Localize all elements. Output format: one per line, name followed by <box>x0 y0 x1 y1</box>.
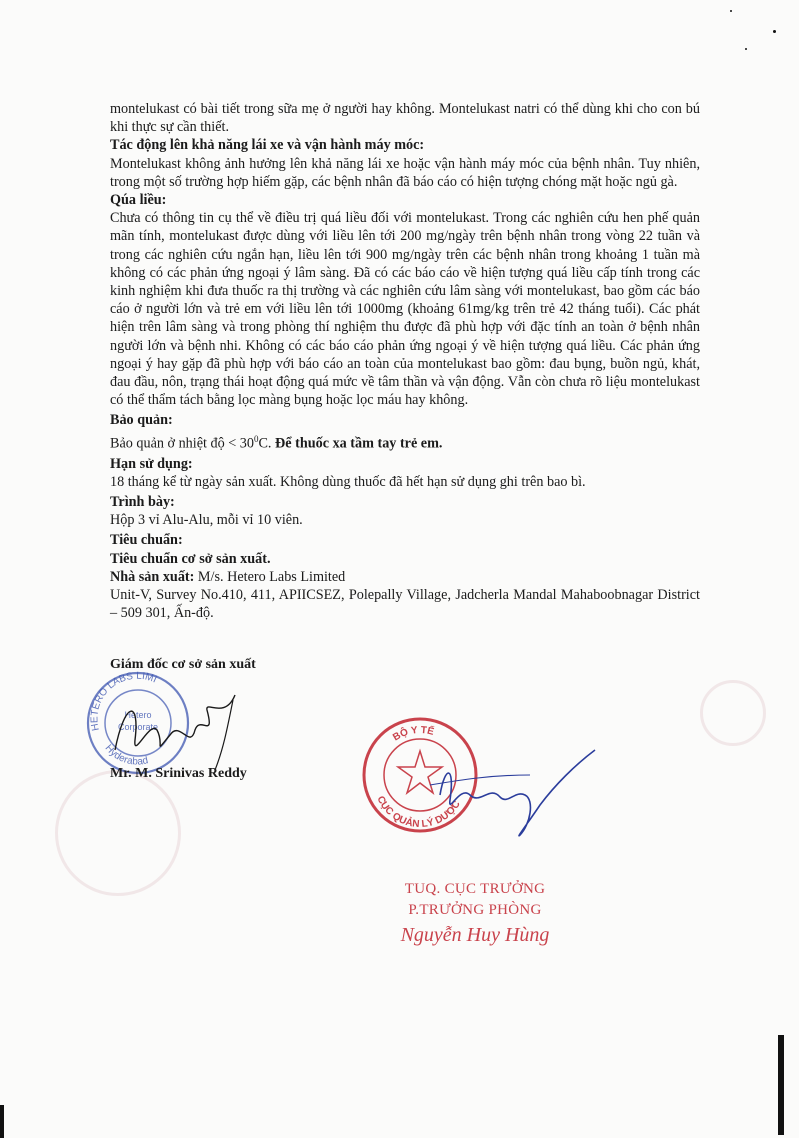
manufacturer-address: Unit-V, Survey No.410, 411, APIICSEZ, Polepally Village, Jadcherla Mandal Mahaboobnagar District – 509 301, Ấn-độ. <box>110 587 700 622</box>
authority-signer-name: Nguyễn Huy Hùng <box>400 924 550 946</box>
scan-dot-3 <box>730 10 732 12</box>
faint-stamp-ghost-left <box>55 770 181 896</box>
paragraph-driving: Montelukast không ảnh hưởng lên khả năng lái xe hoặc vận hành máy móc của bệnh nhân. Tuy nhiên, trong một số trường hợp hiếm gặp, các bệnh nhân đã báo cáo có hiện tượng chóng mặt hoặc ngủ gà. <box>110 155 700 190</box>
heading-storage: Bảo quản: <box>110 412 173 429</box>
scan-edge-mark-left <box>0 1105 4 1138</box>
signer-name: Mr. M. Srinivas Reddy <box>110 766 247 781</box>
scan-dot-1 <box>773 30 776 33</box>
svg-text:Corporate: Corporate <box>117 722 159 732</box>
storage-degree: 0 <box>253 433 259 444</box>
paragraph-standard: Tiêu chuẩn cơ sở sản xuất. <box>110 550 271 567</box>
heading-standard: Tiêu chuẩn: <box>110 532 183 549</box>
svg-text:HETERO LABS LIMI: HETERO LABS LIMI <box>89 670 159 732</box>
faint-stamp-ghost-right <box>700 680 766 746</box>
manufacturer-name: M/s. Hetero Labs Limited <box>194 568 346 585</box>
heading-expiry: Hạn sử dụng: <box>110 455 193 472</box>
storage-unit: C. <box>258 435 276 452</box>
authority-signature-icon <box>420 745 600 845</box>
paragraph-overdose: Chưa có thông tin cụ thể về điều trị quá liều đối với montelukast. Trong các nghiên cứu hen phế quản mãn tính, montelukast được dùng với liều lên tới 200 mg/ngày trên bệnh nhân trong vòng 22 tuần và trong các nghiên cứu ngắn hạn, liều lên tới 900 mg/ngày trên các bệnh nhân trong khoảng 1 tuần mà không có các phản ứng ngoại ý lâm sàng. Đã có các báo cáo về hiện tượng quá liều cấp tính trong các kinh nghiệm khi đưa thuốc ra thị trường và các nghiên cứu lâm sàng với montelukast, bao gồm các báo cáo ở người lớn và trẻ em với liều lên tới 1000mg (khoảng 61mg/kg trên trẻ 42 tháng tuổi). Các phát hiện trên lâm sàng và trong phòng thí nghiệm thu được đã phù hợp với đặc tính an toàn ở bệnh nhân người lớn và bệnh nhi. Không có các báo cáo phản ứng ngoại ý về hiện tượng quá liều. Các phản ứng ngoại ý hay gặp đã phù hợp với báo cáo an toàn của montelukast bao gồm: đau bụng, buồn ngủ, khát, đau đầu, nôn, trạng thái hoạt động quá mức về tâm thần và vận động. Vẫn còn chưa rõ liệu montelukast có thể thẩm tách bằng lọc màng bụng hoặc lọc máu hay không. <box>110 210 700 409</box>
signer-signature-icon <box>95 690 245 775</box>
authority-line-1: TUQ. CỤC TRƯỞNG <box>404 881 546 897</box>
paragraph-manufacturer <box>110 568 700 586</box>
heading-packaging: Trình bày: <box>110 494 175 510</box>
svg-text:Hyderabad: Hyderabad <box>102 742 150 768</box>
signer-title: Giám đốc cơ sở sản xuất <box>110 657 256 672</box>
storage-text: Bảo quản ở nhiệt độ < 30 <box>110 435 254 452</box>
svg-text:BỘ Y TẾ: BỘ Y TẾ <box>391 724 436 744</box>
svg-text:Hetero: Hetero <box>124 710 152 720</box>
document-body <box>110 100 700 622</box>
heading-overdose: Qúa liều: <box>110 192 167 209</box>
svg-text:CỤC QUẢN LÝ DƯỢC: CỤC QUẢN LÝ DƯỢC <box>374 794 463 831</box>
scan-edge-mark-right <box>778 1035 784 1135</box>
heading-driving: Tác động lên khả năng lái xe và vận hành máy móc: <box>110 137 425 154</box>
paragraph-breastfeeding: montelukast có bài tiết trong sữa mẹ ở người hay không. Montelukast natri có thể dùng khi cho con bú khi thực sự cần thiết. <box>110 101 700 136</box>
heading-manufacturer: Nhà sản xuất: <box>110 568 195 585</box>
paragraph-packaging: Hộp 3 vỉ Alu-Alu, mỗi vỉ 10 viên. <box>110 512 303 529</box>
paragraph-expiry: 18 tháng kể từ ngày sản xuất. Không dùng thuốc đã hết hạn sử dụng ghi trên bao bì. <box>110 473 586 490</box>
storage-warning: Để thuốc xa tầm tay trẻ em. <box>275 435 443 452</box>
paragraph-storage <box>110 430 700 453</box>
scan-dot-2 <box>745 48 747 50</box>
authority-line-2: P.TRƯỞNG PHÒNG <box>408 902 542 918</box>
